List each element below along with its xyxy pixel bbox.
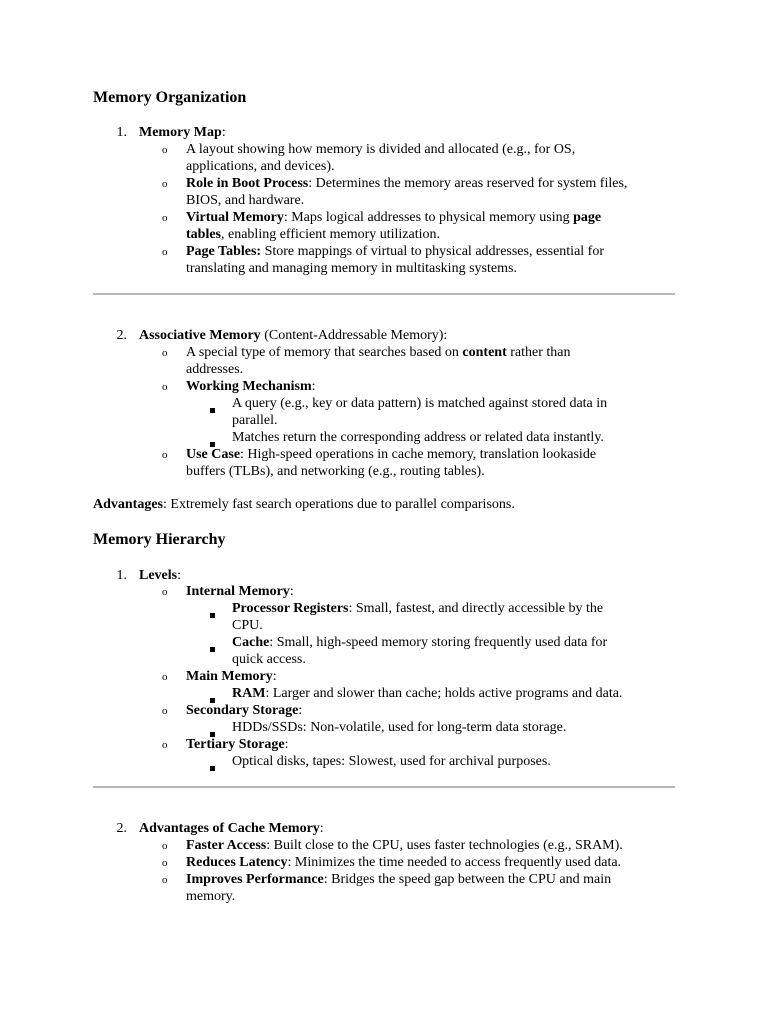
bullet-text	[186, 446, 596, 463]
sub-bullet-text	[232, 600, 603, 617]
bullet-text: addresses.	[186, 362, 244, 377]
bullet-rest: : Minimizes the time needed to access frequently used data.	[287, 855, 622, 870]
bullet-bold: Internal Memory	[186, 584, 290, 599]
sub-bullet-text: parallel.	[232, 413, 278, 428]
list-number: 2.	[116, 821, 127, 836]
circle-bullet-icon: o	[162, 671, 168, 683]
bullet-rest: : Determines the memory areas reserved for system files,	[308, 176, 628, 191]
item-suffix: (Content-Addressable Memory):	[260, 328, 448, 343]
bullet-text	[186, 243, 604, 260]
list-number: 1.	[116, 125, 127, 140]
list-item-levels	[139, 567, 181, 584]
circle-bullet-icon: o	[162, 874, 168, 886]
bullet-rest: : Built close to the CPU, uses faster technologies (e.g., SRAM).	[266, 838, 623, 853]
bullet-text: memory.	[186, 889, 236, 904]
bullet-text: applications, and devices).	[186, 159, 335, 174]
circle-bullet-icon: o	[162, 840, 168, 852]
circle-bullet-icon: o	[162, 144, 168, 156]
circle-bullet-icon: o	[162, 449, 168, 461]
circle-bullet-icon: o	[162, 212, 168, 224]
sub-bullet-text: Matches return the corresponding address or related data instantly.	[232, 430, 604, 445]
bullet-text	[186, 226, 440, 243]
item-label: Advantages of Cache Memory	[139, 821, 320, 836]
circle-bullet-icon: o	[162, 347, 168, 359]
bullet-rest: : Maps logical addresses to physical memory using	[283, 210, 574, 225]
sub-bullet-rest: : Small, high-speed memory storing frequently used data for	[269, 635, 608, 650]
bullet-bold: Reduces Latency	[186, 855, 288, 870]
item-label: Levels	[139, 568, 178, 583]
circle-bullet-icon: o	[162, 705, 168, 717]
bullet-text: translating and managing memory in multitasking systems.	[186, 261, 517, 276]
bullet-bold: page	[573, 210, 602, 225]
circle-bullet-icon: o	[162, 739, 168, 751]
bullet-text	[186, 583, 294, 600]
item-colon: :	[221, 125, 226, 140]
bullet-bold: tables	[186, 227, 221, 242]
item-colon: :	[177, 568, 181, 583]
list-item-advantages-of-cache	[139, 820, 324, 837]
bullet-bold: Use Case	[186, 447, 241, 462]
list-number: 1.	[116, 568, 127, 583]
sub-bullet-text: Optical disks, tapes: Slowest, used for archival purposes.	[232, 754, 551, 769]
bullet-text	[186, 209, 601, 226]
list-item-associative-memory	[139, 327, 447, 344]
circle-bullet-icon: o	[162, 381, 168, 393]
bullet-bold: Faster Access	[186, 838, 267, 853]
paragraph-rest: : Extremely fast search operations due to parallel comparisons.	[163, 497, 515, 512]
bullet-text	[186, 837, 623, 854]
bullet-text	[186, 736, 289, 753]
paragraph-bold: Advantages	[93, 497, 164, 512]
list-number: 2.	[116, 328, 127, 343]
bullet-text	[186, 702, 302, 719]
bullet-text	[186, 344, 571, 361]
square-bullet-icon	[210, 640, 215, 657]
bullet-rest: :	[298, 703, 303, 718]
item-colon: :	[319, 821, 324, 836]
section-heading-memory-organization: Memory Organization	[93, 89, 247, 106]
bullet-bold: Improves Performance	[186, 872, 324, 887]
list-item-memory-map	[139, 124, 226, 141]
horizontal-divider	[93, 293, 675, 295]
bullet-bold: content	[462, 345, 507, 360]
bullet-bold: Virtual Memory	[186, 210, 284, 225]
sub-bullet-text: CPU.	[232, 618, 263, 633]
bullet-rest: , enabling efficient memory utilization.	[221, 227, 441, 242]
sub-bullet-text: HDDs/SSDs: Non-volatile, used for long-term data storage.	[232, 720, 567, 735]
sub-bullet-bold: Processor Registers	[232, 601, 349, 616]
bullet-post: rather than	[506, 345, 571, 360]
bullet-rest: :	[272, 669, 277, 684]
bullet-bold: Secondary Storage	[186, 703, 299, 718]
bullet-text	[186, 378, 316, 395]
bullet-rest: Store mappings of virtual to physical addresses, essential for	[261, 244, 605, 259]
bullet-rest: :	[289, 584, 294, 599]
bullet-bold: Main Memory	[186, 669, 273, 684]
bullet-text	[186, 175, 627, 192]
bullet-text: A layout showing how memory is divided and allocated (e.g., for OS,	[186, 142, 576, 157]
bullet-bold: Page Tables:	[186, 244, 262, 259]
circle-bullet-icon: o	[162, 178, 168, 190]
horizontal-divider	[93, 786, 675, 788]
bullet-text: BIOS, and hardware.	[186, 193, 305, 208]
sub-bullet-text: quick access.	[232, 652, 306, 667]
bullet-pre: A special type of memory that searches based on	[186, 345, 463, 360]
bullet-rest: : Bridges the speed gap between the CPU and main	[323, 872, 612, 887]
square-bullet-icon	[210, 759, 215, 776]
bullet-text	[186, 871, 611, 888]
bullet-rest: :	[284, 737, 289, 752]
bullet-text	[186, 668, 277, 685]
bullet-rest: : High-speed operations in cache memory, translation lookaside	[240, 447, 597, 462]
item-label: Memory Map	[139, 125, 222, 140]
bullet-bold: Role in Boot Process	[186, 176, 309, 191]
sub-bullet-bold: Cache	[232, 635, 270, 650]
item-label: Associative Memory	[139, 328, 261, 343]
circle-bullet-icon: o	[162, 586, 168, 598]
bullet-text: buffers (TLBs), and networking (e.g., routing tables).	[186, 464, 485, 479]
sub-bullet-bold: RAM	[232, 686, 266, 701]
sub-bullet-rest: : Small, fastest, and directly accessible by the	[348, 601, 604, 616]
bullet-text	[186, 854, 621, 871]
sub-bullet-text	[232, 634, 607, 651]
bullet-bold: Tertiary Storage	[186, 737, 285, 752]
square-bullet-icon	[210, 401, 215, 418]
advantages-paragraph	[93, 496, 515, 513]
bullet-rest: :	[311, 379, 316, 394]
circle-bullet-icon: o	[162, 246, 168, 258]
bullet-bold: Working Mechanism	[186, 379, 312, 394]
square-bullet-icon	[210, 606, 215, 623]
section-heading-memory-hierarchy: Memory Hierarchy	[93, 531, 226, 548]
circle-bullet-icon: o	[162, 857, 168, 869]
sub-bullet-text: A query (e.g., key or data pattern) is matched against stored data in	[232, 396, 608, 411]
sub-bullet-text	[232, 685, 622, 702]
sub-bullet-rest: : Larger and slower than cache; holds active programs and data.	[265, 686, 623, 701]
